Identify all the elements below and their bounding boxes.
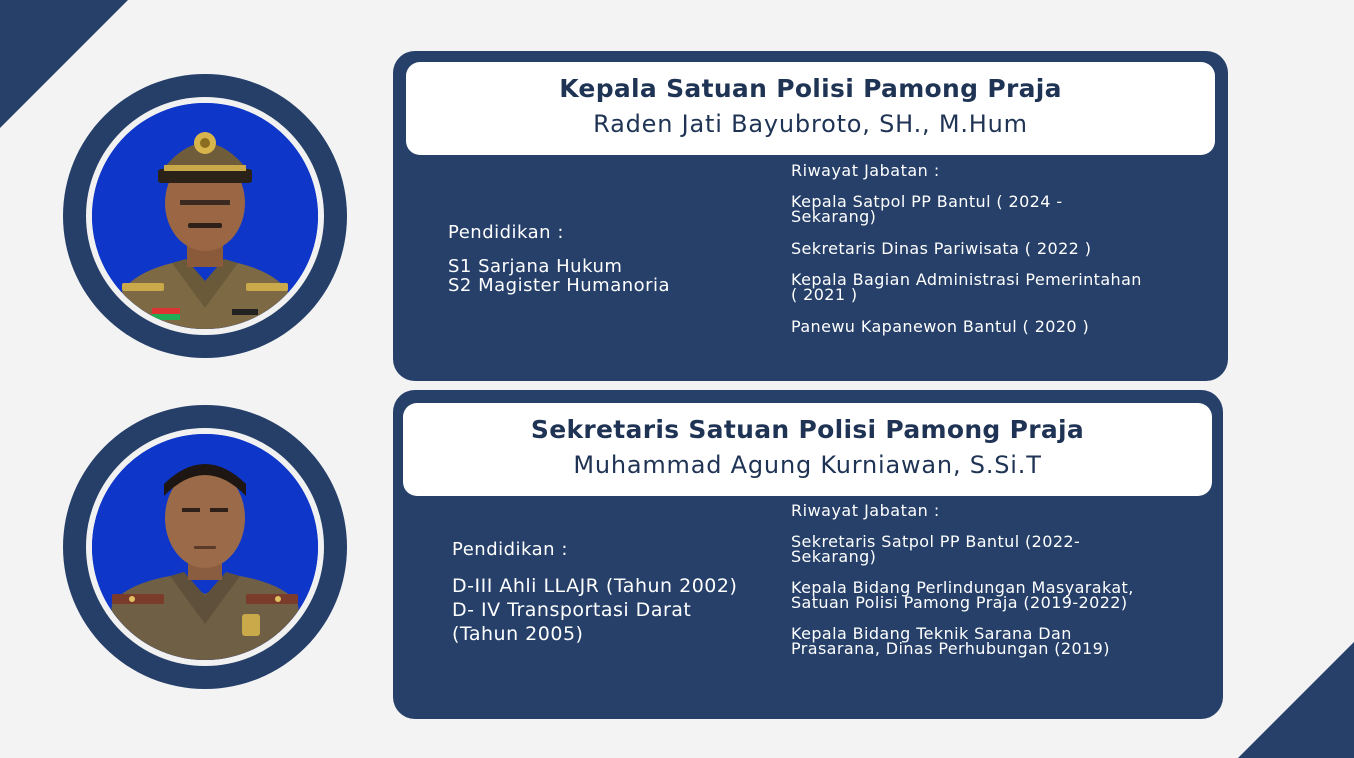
history-entry	[791, 319, 1142, 334]
officer-portrait-icon	[92, 103, 318, 329]
history-line: Kepala Bidang Teknik Sarana Dan	[791, 624, 1072, 643]
role-title: Kepala Satuan Polisi Pamong Praja	[559, 74, 1062, 103]
role-title: Sekretaris Satuan Polisi Pamong Praja	[530, 415, 1085, 444]
education-label: Pendidikan :	[452, 539, 568, 560]
education-item: S2 Magister Humanoria	[448, 275, 671, 296]
history-line: Sekretaris Satpol PP Bantul (2022-	[791, 532, 1081, 551]
history-line: Kepala Bagian Administrasi Pemerintahan	[791, 270, 1142, 289]
history-entry	[791, 580, 1134, 610]
profile-card-secretary	[393, 390, 1223, 719]
portrait-photo-head	[92, 103, 318, 329]
education-section	[452, 539, 737, 646]
portrait-photo-secretary	[92, 434, 318, 660]
person-name: Muhammad Agung Kurniawan, S.Si.T	[573, 451, 1042, 479]
education-item: (Tahun 2005)	[452, 623, 584, 645]
history-entry	[791, 272, 1142, 302]
education-section	[448, 222, 670, 295]
history-line: Sekretaris Dinas Pariwisata ( 2022 )	[791, 239, 1092, 258]
history-line: Panewu Kapanewon Bantul ( 2020 )	[791, 317, 1090, 336]
position-history-section	[791, 161, 1142, 334]
history-line: ( 2021 )	[791, 285, 858, 304]
title-box-secretary	[403, 403, 1212, 496]
history-entry	[791, 534, 1134, 564]
history-line: Kepala Bidang Perlindungan Masyarakat,	[791, 578, 1134, 597]
history-entry	[791, 194, 1142, 224]
history-line: Kepala Satpol PP Bantul ( 2024 -	[791, 192, 1063, 211]
history-line: Prasarana, Dinas Perhubungan (2019)	[791, 639, 1110, 658]
history-label: Riwayat Jabatan :	[791, 161, 940, 180]
position-history-section	[791, 501, 1134, 656]
title-box-head	[406, 62, 1215, 155]
history-entry	[791, 626, 1134, 656]
history-entry	[791, 241, 1142, 256]
education-item: S1 Sarjana Hukum	[448, 256, 623, 277]
corner-decoration-bottom-right	[1238, 642, 1354, 758]
portrait-frame-secretary	[63, 405, 347, 689]
profile-card-head	[393, 51, 1228, 381]
history-line: Sekarang)	[791, 547, 877, 566]
person-name: Raden Jati Bayubroto, SH., M.Hum	[593, 110, 1028, 138]
officer-portrait-icon	[92, 434, 318, 660]
education-label: Pendidikan :	[448, 222, 564, 243]
history-label: Riwayat Jabatan :	[791, 501, 940, 520]
education-item: D-III Ahli LLAJR (Tahun 2002)	[452, 575, 738, 597]
portrait-frame-head	[63, 74, 347, 358]
history-line: Sekarang)	[791, 207, 877, 226]
education-item: D- IV Transportasi Darat	[452, 599, 692, 621]
history-line: Satuan Polisi Pamong Praja (2019-2022)	[791, 593, 1128, 612]
